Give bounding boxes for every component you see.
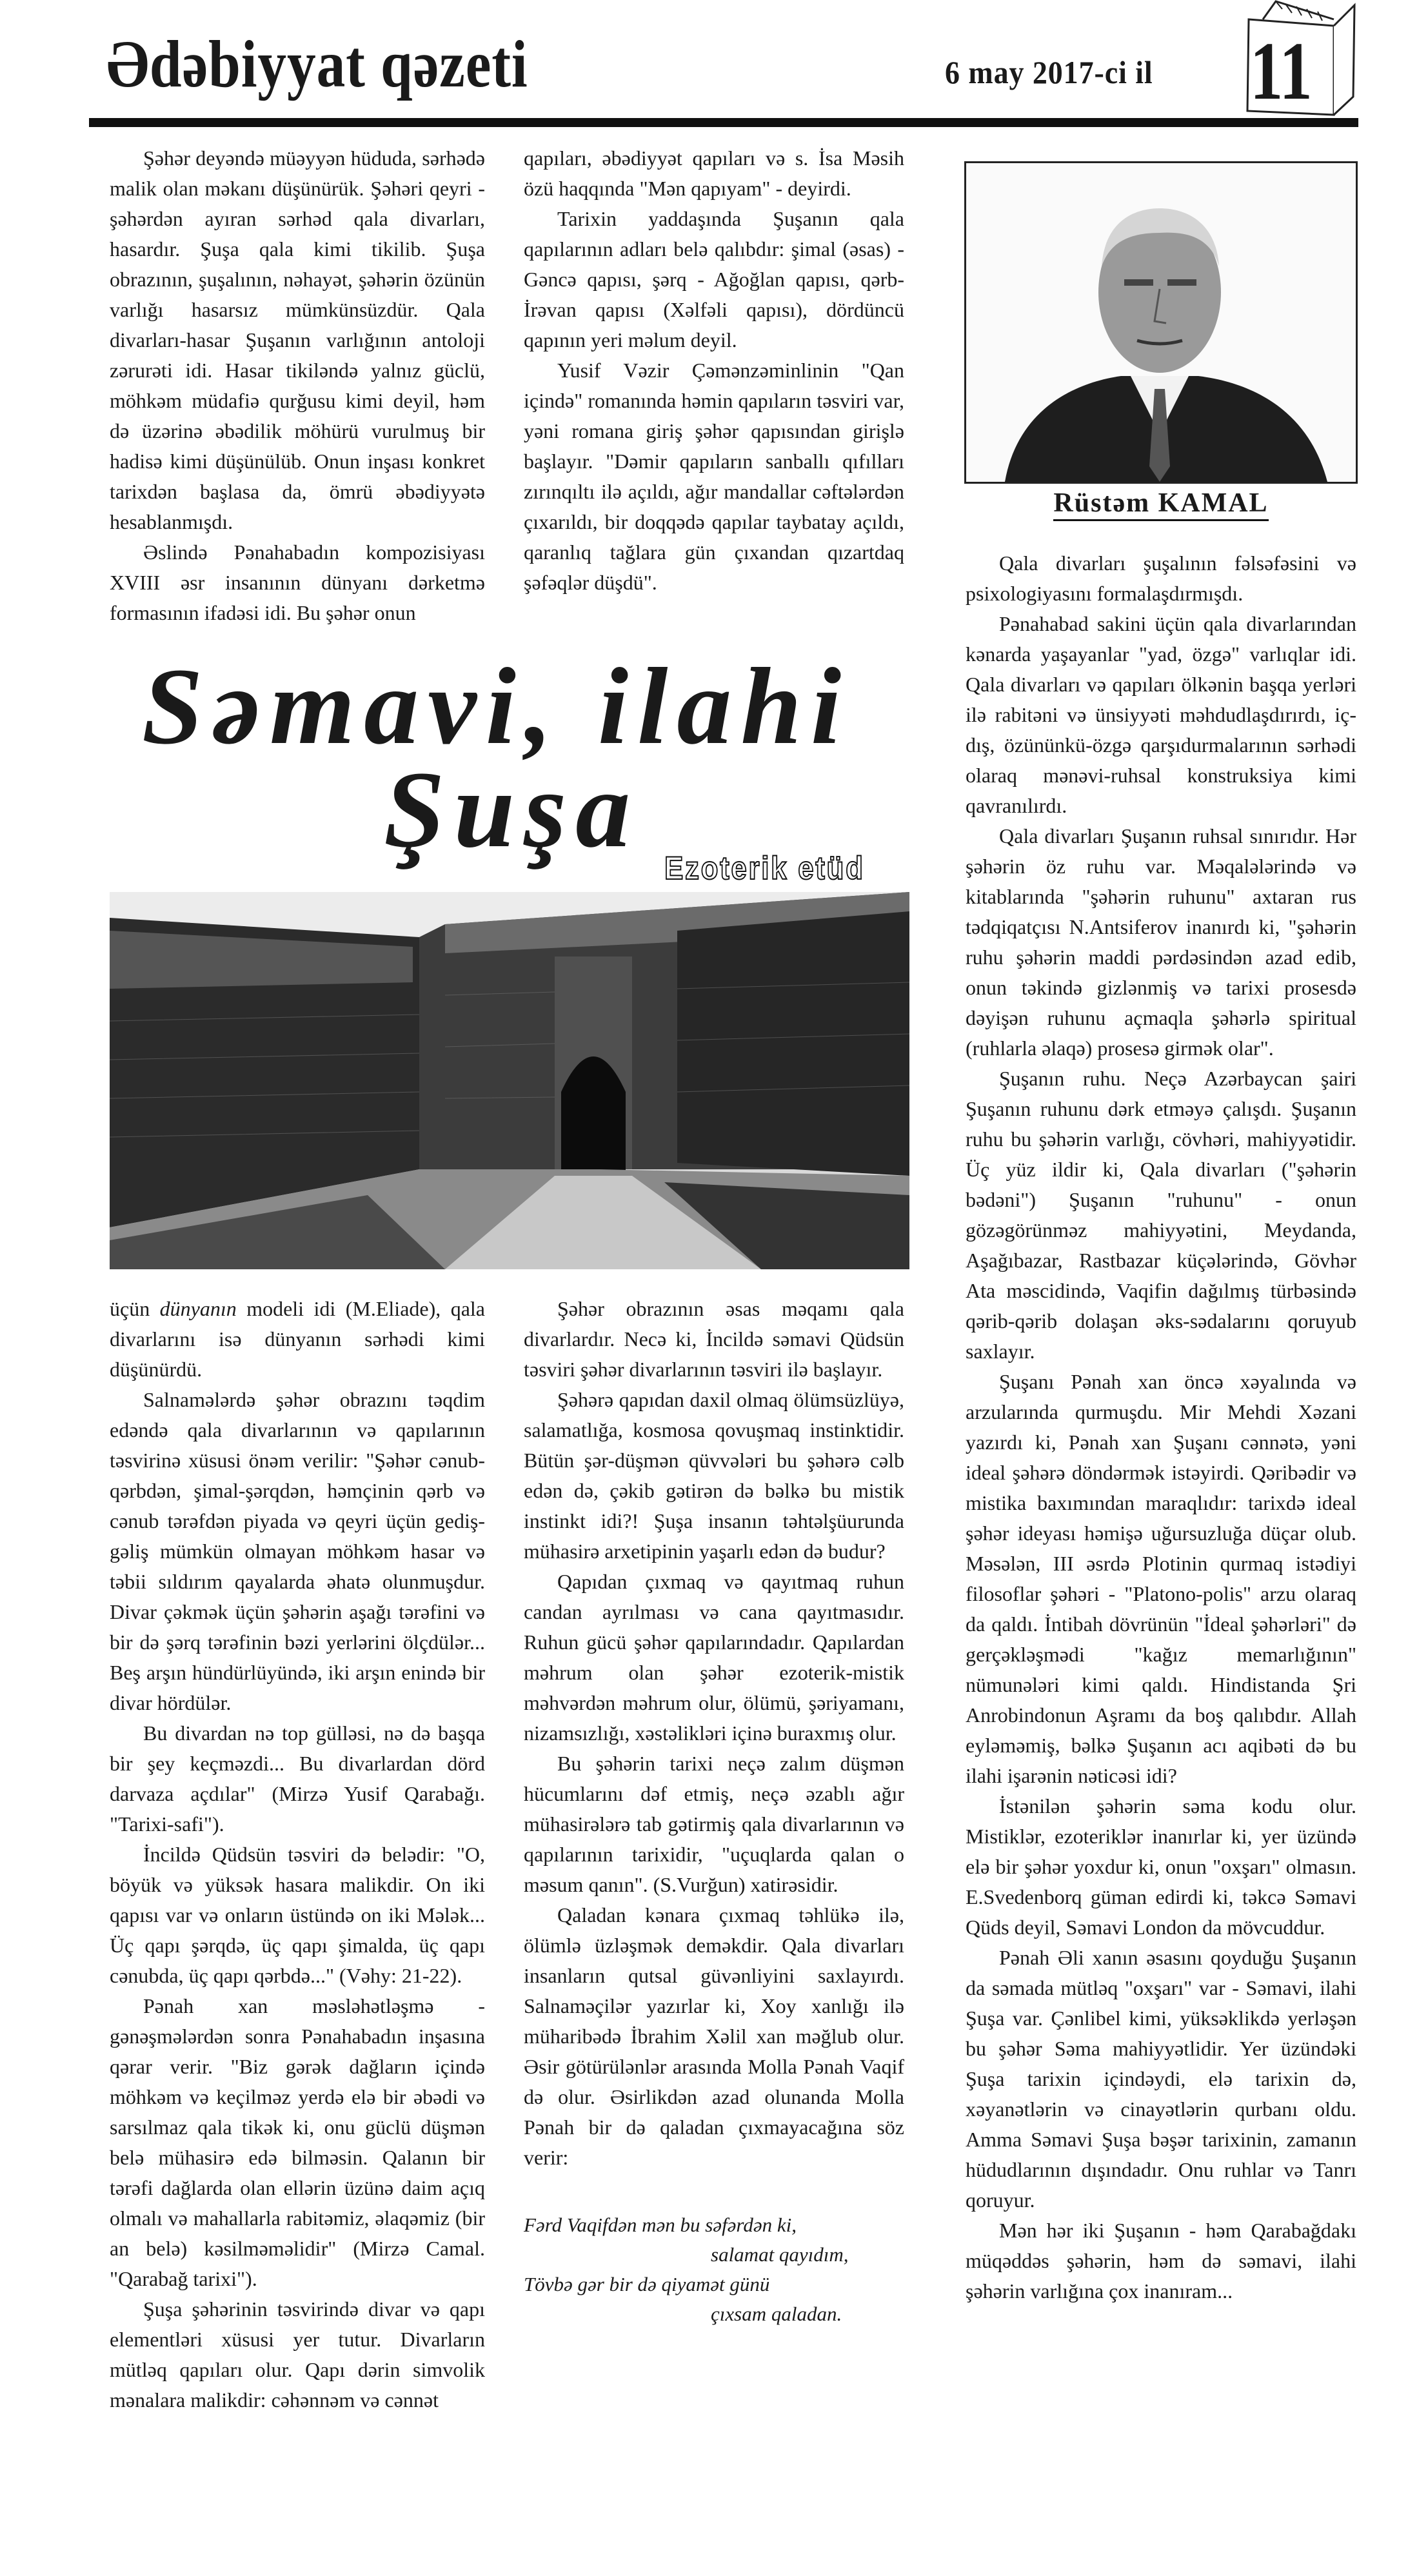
poem-line: salamat qayıdım, — [711, 2243, 849, 2266]
poem-line: çıxsam qaladan. — [711, 2303, 842, 2325]
paragraph: Əslində Pənahabadın kompozisiyası XVIII əsr insanının dünyanı dərketmə formasının ifadəsi idi. Bu şəhər onun — [110, 540, 485, 624]
paragraph: Tarixin yaddaşında Şuşanın qala qapılarının adları belə qalıbdır: şimal (əsas) - Gəncə qapısı, şərq - Ağoğlan qapısı, qərb-İrəvan qapısı (Xəlfəli qapısı), dördüncü qapının yeri məlum deyil. — [524, 207, 904, 352]
author-portrait-image — [966, 163, 1356, 482]
paragraph: İncildə Qüdsün təsviri də belədir: "O, böyük və yüksək hasara malikdir. On iki qapısı var və onların üstündə on iki Mələk... Üç qapı şərqdə, üç qapı şimalda, üç qapı cənubda, üç qapı qərbdə..." (Vəhy: 21-22). — [110, 1843, 485, 1987]
paragraph: Qapıdan çıxmaq və qayıtmaq ruhun candan ayrılması və cana qayıtmasıdır. Ruhun gücü şəhər qapılarındadır. Qapılardan məhrum olan şəhər ezoterik-mistik məhvərdən məhrum olur, ölümü, şəriyamanı, nizamsızlığı, xəstəlikləri içinə buraxmış olur. — [524, 1570, 904, 1745]
right-column — [966, 548, 1356, 2306]
page-number: 11 — [1250, 25, 1313, 117]
headline-line-2: Şuşa — [384, 749, 640, 870]
paragraph: Şəhər obrazının əsas məqamı qala divarlardır. Necə ki, İncildə səmavi Qüdsün təsviri şəhər divarlarının təsviri ilə başlayır. — [524, 1297, 904, 1381]
newspaper-title: Ədəbiyyat qəzeti — [106, 27, 528, 101]
paragraph: Bu şəhərin tarixi neçə zalım düşmən hücumlarını dəf etmiş, neçə əzablı ağır mühasirələrə tab gətirmiş qala divarlarının və qapılarının tarixidir, "uçuqlarda qalan o məsum qanın". (S.Vurğun) xatirəsidir. — [524, 1752, 904, 1896]
fortress-gate-photo — [110, 892, 909, 1269]
paragraph: Yusif Vəzir Çəmənzəminlinin "Qan içində" romanında həmin qapıların təsviri var, yəni romana giriş şəhər qapısından girişlə başlayır. "Dəmir qapıların sanballı qıfılları zırınqıltı ilə açıldı, ağır mandallar cəftələrdən çıxarıldı, bir doqqədə qapılar taybatay açıldı, qaranlıq tağlara gün çıxandan qızartdaq şəfəqlər düşdü". — [524, 359, 904, 594]
issue-date: 6 may 2017-ci il — [945, 54, 1153, 90]
page-number-badge — [1237, 0, 1360, 116]
paragraph: qapıları, əbədiyyət qapıları və s. İsa Məsih özü haqqında "Mən qapıyam" - deyirdi. — [524, 146, 904, 200]
paragraph: Mən hər iki Şuşanın - həm Qarabağdakı müqəddəs şəhərin, həm də səmavi, ilahi şəhərin varlığına çox inanıram... — [966, 2219, 1356, 2303]
paragraph: Şuşanı Pənah xan öncə xəyalında və arzularında qurmuşdu. Mir Mehdi Xəzani yazırdı ki, Pənah xan Şuşanı cənnətə, yəni ideal şəhərə döndərmək istəyirdi. Qəribədir və mistika baxımından maraqlıdır: tarixdə ideal şəhər ideyası həmişə uğursuzluğa düçar olub. Məsələn, III əsrdə Plotinin qurmaq istədiyi filosoflar şəhəri - "Platono-polis" arzu olaraq da qaldı. İntibah dövrünün "İdeal şəhərləri" də gerçəkləşmədi "kağız memarlığının" nümunələri kimi qaldı. Hindistanda Şri Anrobindonun Aşramı da boş qalıbdır. Allah eyləməmiş, bəlkə Şuşanın acı aqibəti də bu ilahi işarənin nəticəsi idi? — [966, 1370, 1356, 1787]
middle-column-top — [524, 143, 904, 598]
paragraph: Şuşanın ruhu. Neçə Azərbaycan şairi Şuşanın ruhunu dərk etməyə çalışdı. Şuşanın ruhu bu şəhərin varlığı, cövhəri, mahiyyətidir. Üç yüz ildir ki, Qala divarları ("şəhərin bədəni") Şuşanın "ruhunu" - onun gözəgörünməz mahiyyətini, Meydanda, Aşağıbazar, Rastbazar küçələrində, Gövhər Ata məscidində, Vaqifin dağılmış türbəsində qərib-qərib dolaşan əks-sədalarını qoruyub saxlayır. — [966, 1067, 1356, 1363]
paragraph: Pənah Əli xanın əsasını qoyduğu Şuşanın da səmada mütləq "oxşarı" var - Səmavi, ilahi Şuşa var. Çənlibel kimi, yüksəklikdə yerləşən bu şəhər Səma mahiyyətlidir. Yer üzündəki Şuşa tarixin içindəydi, elə tarixin də, xəyanətlərin və cinayətlərin qurbanı oldu. Amma Səmavi Şuşa bəşər tarixinin, zamanın hüdudlarının dışındadır. Onu ruhlar və Tanrı qoruyur. — [966, 1946, 1356, 2212]
author-photo — [964, 161, 1358, 484]
paragraph: Salnamələrdə şəhər obrazını təqdim edəndə qala divarlarının və qapılarının təsvirinə xüsusi önəm verilir: "Şəhər cənub-qərbdən, şimal-şərqdən, həmçinin qərb və cənub tərəfdən piyada və qeyri üçün gediş-gəliş mümkün olmayan möhkəm hasar və təbii sıldırım qayalarda əhatə olunmuşdur. Divar çəkmək üçün şəhərin aşağı tərəfini və bir də şərq tərəfinin bəzi yerlərini ölçdülər... Beş arşın hündürlüyündə, iki arşın enində bir divar hördülər. — [110, 1388, 485, 1714]
paragraph: Şuşa şəhərinin təsvirində divar və qapı elementləri xüsusi yer tutur. Divarların mütləq qapıları olur. Qapı dərin simvolik mənalara malikdir: cəhənnəm və cənnət — [110, 2297, 485, 2412]
paragraph: Şəhər deyəndə müəyyən hüduda, sərhədə malik olan məkanı düşünürük. Şəhəri qeyri - şəhərdən ayıran sərhəd qala divarları, hasardır. Şuşa qala kimi tikilib. Şuşa obrazının, şuşalının, nəhayət, şəhərin özünün varlığı hasarsız mümkünsüzdür. Qala divarları-hasar Şuşanın varlığının antoloji zərurəti idi. Hasar tikiləndə yalnız güclü, möhkəm müdafiə qurğusu kimi deyil, həm də üzərinə əbədilik möhürü vurulmuş bir hadisə kimi düşünülüb. Onun inşası konkret tarixdən başlasa da, ömrü əbədiyyətə hesablanmışdı. — [110, 146, 485, 533]
masthead-rule — [89, 118, 1358, 127]
paragraph: Şəhərə qapıdan daxil olmaq ölümsüzlüyə, salamatlığa, kosmosa qovuşmaq instinktidir. Bütün şər-düşmən qüvvələri bu şəhərə cəlb edən də, çəkib gətirən də bəlkə bu mistik instinkt idi?! Şuşa insanın təhtəlşüurunda mühasirə arxetipinin yaşarlı edən də budur? — [524, 1388, 904, 1563]
poem-line: Tövbə gər bir də qiyamət günü — [524, 2273, 770, 2295]
paragraph: İstənilən şəhərin səma kodu olur. Mistiklər, ezoteriklər inanırlar ki, yer üzündə elə bir şəhər yoxdur ki, onun "oxşarı" olmasın. E.Svedenborq güman edirdi ki, təkcə Səmavi Qüds deyil, Səmavi London da mövcuddur. — [966, 1794, 1356, 1939]
paragraph: Qaladan kənara çıxmaq təhlükə ilə, ölümlə üzləşmək deməkdir. Qala divarları insanların qutsal güvənliyini saxlayırdı. Salnaməçilər yazırlar ki, Xoy xanlığı ilə müharibədə İbrahim Xəlil xan məğlub olur. Əsir götürülənlər arasında Molla Pənah Vaqif də olur. Əsirlikdən azad olunanda Molla Pənah bir də qaladan çıxmayacağına söz verir: — [524, 1903, 904, 2169]
italic-word: dünyanın — [159, 1297, 237, 1320]
fortress-gate-image — [110, 892, 909, 1269]
paragraph: Bu divardan nə top gülləsi, nə də başqa bir şey keçməzdi... Bu divarlardan dörd darvaza açdılar" (Mirzə Yusif Qarabağı. "Tarixi-safi"). — [110, 1721, 485, 1836]
paragraph: üçün dünyanın modeli idi (M.Eliade), qala divarlarını isə dünyanın sərhədi kimi düşünürdü. — [110, 1297, 486, 1381]
left-column-top — [110, 143, 485, 628]
paragraph: Qala divarları Şuşanın ruhsal sınırıdır. Hər şəhərin öz ruhu var. Məqalələrində və kitablarında "şəhərin ruhunu" axtaran rus tədqiqatçısı N.Antsiferov inanırdı ki, "şəhərin ruhu şəhərin maddi pərdəsindən azad edib, onun təkində gizlənmiş və tarixi prosesdə dəyişən ruhunu açmaqla şəhərlə spiritual (ruhlarla əlaqə) prosesə girmək olar". — [966, 824, 1356, 1060]
left-column-bottom — [110, 1294, 485, 2415]
paragraph: Pənah xan məsləhətləşmə - gənəşmələrdən sonra Pənahabadın inşasına qərar verir. "Biz gərək dağların içində möhkəm və keçilməz yerdə elə bir əbədi və sarsılmaz qala tikək ki, onu güclü düşmən belə mühasirə edə bilməsin. Qalanın bir tərəfi dağlarda olan ellərin üzünə daim açıq olmalı və mahallarla rabitəmiz, əlaqəmiz (bir an belə) kəsilməməlidir" (Mirzə Camal. "Qarabağ tarixi"). — [110, 1994, 485, 2290]
poem-quote — [524, 2210, 904, 2329]
paragraph: Qala divarları şuşalının fəlsəfəsini və psixologiyasını formalaşdırmışdı. — [966, 551, 1356, 605]
poem-line: Fərd Vaqifdən mən bu səfərdən ki, — [524, 2214, 797, 2236]
author-name: Rüstəm KAMAL — [964, 487, 1358, 519]
paragraph: Pənahabad sakini üçün qala divarlarından kənarda yaşayanlar "yad, özgə" varlıqlar idi. Qala divarları və qapıları ölkənin başqa yerləri ilə rabitəni və ünsiyyəti məhdudlaşdırırdı, iç-dış, özününkü-özgə qarşıdurmalarının sərhədi olaraq mənəvi-ruhsal konstruksiya kimi qavranılırdı. — [966, 612, 1356, 817]
headline-line-1: Səmavi, ilahi — [142, 646, 851, 767]
article-subheading: Ezoterik etüd — [664, 850, 865, 886]
middle-column-bottom — [524, 1294, 904, 2329]
